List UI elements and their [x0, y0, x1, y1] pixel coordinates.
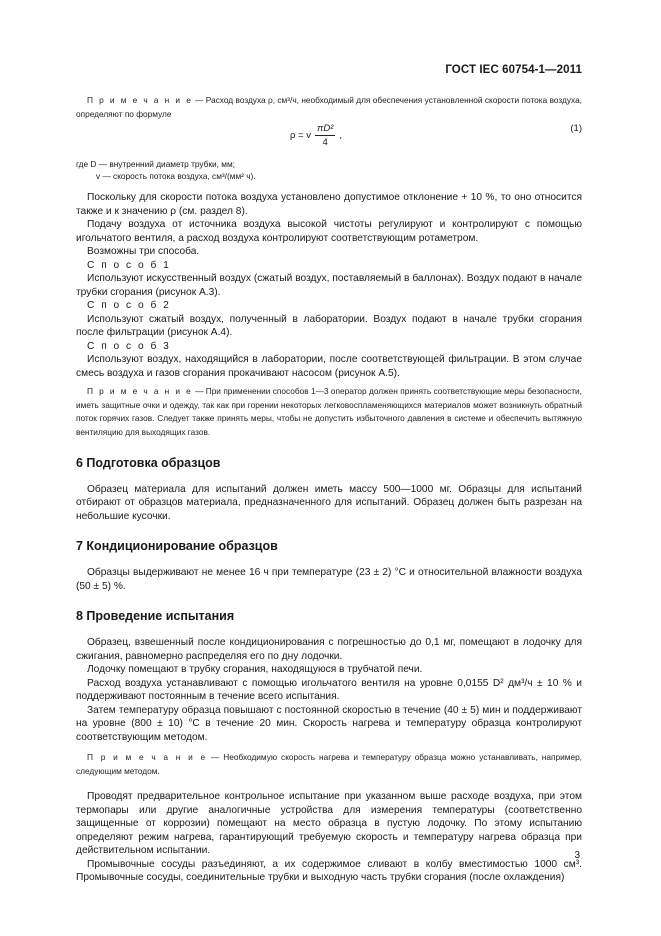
method-1-text: Используют искусственный воздух (сжатый воздух, поставляемый в баллонах). Воздух подают в начале трубки сгорания (рисунок А.3).	[76, 273, 582, 298]
formula-tail: ,	[339, 130, 343, 142]
note-safety	[76, 385, 582, 439]
page-number: 3	[574, 850, 580, 861]
note-label: П р и м е ч а н и е	[87, 386, 193, 397]
note-text: — При применении способов 1—3 оператор должен принять соответствующие меры безопасности, иметь защитные очки и одежду, так как при горении некоторых легковоспламеняющихся материалов может возникнуть обратный поток горячих газов. Следует также принять меры, чтобы не допустить избыточного давления в системе и обеспечить вытяжную вентиляцию для выходящих газов.	[76, 386, 582, 437]
section-7-title: 7 Кондиционирование образцов	[76, 539, 278, 554]
where-line-1: где D — внутренний диаметр трубки, мм;	[76, 159, 235, 170]
section-7-text: Образцы выдерживают не менее 16 ч при температуре (23 ± 2) °С и относительной влажности воздуха (50 ± 5) %.	[76, 567, 582, 592]
note-text: — Необходимую скорость нагрева и температуру образца можно устанавливать, например, следующим методом.	[76, 752, 582, 776]
note-label: П р и м е ч а н и е	[87, 95, 193, 105]
method-2-text: Используют сжатый воздух, полученный в лаборатории. Воздух подают в начале трубки сгорания после фильтрации (рисунок А.4).	[76, 313, 582, 339]
method-1-label: С п о с о б 1	[87, 259, 171, 271]
note-air-flow	[76, 94, 582, 121]
where-line-2: v — скорость потока воздуха, см³/(мм² ч).	[96, 170, 256, 181]
paragraph-tolerance: Поскольку для скорости потока воздуха установлено допустимое отклонение + 10 %, то оно относится также и к значению ρ (см. раздел 8).	[76, 192, 582, 217]
section-8-paragraph-3: Расход воздуха устанавливают с помощью игольчатого вентиля на уровне 0,0155 D² дм³/ч ± 10 % и поддерживают постоянным в течение всего испытания.	[76, 677, 582, 703]
method-2-label: С п о с о б 2	[87, 300, 171, 312]
section-6-title: 6 Подготовка образцов	[76, 455, 221, 470]
formula-number: (1)	[570, 123, 582, 135]
formula-numerator: πD²	[316, 123, 334, 135]
method-3-label: С п о с о б 3	[87, 340, 171, 352]
paragraph-three-methods: Возможны три способа.	[87, 246, 200, 258]
section-8-paragraph-2: Лодочку помещают в трубку сгорания, находящуюся в трубчатой печи.	[87, 664, 423, 676]
note-heating	[76, 751, 582, 778]
standard-header: ГОСТ IEC 60754-1—2011	[445, 64, 582, 76]
section-8-paragraph-4: Затем температуру образца повышают с постоянной скоростью в течение (40 ± 5) мин и поддерживают на уровне (800 ± 10) °С в течение 20 мин. Скорость нагрева и температуру образца контролируют соответствующим методом.	[76, 704, 582, 743]
formula-denominator: 4	[322, 137, 328, 149]
section-8-paragraph-1: Образец, взвешенный после кондиционирования с погрешностью до 0,1 мг, помещают в лодочку для сжигания, равномерно распределяя его по дну лодочки.	[76, 637, 582, 662]
page-content	[76, 94, 582, 885]
note-text: — Расход воздуха ρ, см³/ч, необходимый для обеспечения установленной скорости потока воздуха, определяют по формуле	[76, 95, 582, 119]
section-8-paragraph-5: Проводят предварительное контрольное испытание при указанном выше расходе воздуха, при этом термопары или другие аналогичные устройства для измерения температуры (соответственно защищенные от коррозии) помещают на место образца в пустую лодочку. По этому испытанию определяют режим нагрева, гарантирующий требуемую скорость и температуру нагрева образца при действительном испытании.	[76, 791, 582, 857]
formula	[290, 123, 342, 148]
method-3-text: Используют воздух, находящийся в лаборатории, после соответствующей фильтрации. В этом случае смесь воздуха и газов сгорания прокачивают насосом (рисунок А.5).	[76, 354, 582, 379]
formula-lhs: ρ = v	[290, 130, 311, 142]
paragraph-air-supply: Подачу воздуха от источника воздуха высокой чистоты регулируют и контролируют с помощью игольчатого вентиля, а расход воздуха контролируют соответствующим ротаметром.	[76, 219, 582, 244]
formula-block	[76, 121, 582, 159]
formula-fraction	[315, 123, 335, 148]
note-label: П р и м е ч а н и е	[87, 752, 208, 763]
section-8-title: 8 Проведение испытания	[76, 609, 235, 624]
section-8-paragraph-6: Промывочные сосуды разъединяют, а их содержимое сливают в колбу вместимостью 1000 см³. Промывочные сосуды, соединительные трубки и выходную часть трубки сгорания (после охлаждения)	[76, 858, 582, 884]
section-6-text: Образец материала для испытаний должен иметь массу 500—1000 мг. Образцы для испытаний отбирают от образцов материала, предназначенного для испытаний. Образец должен быть разрезан на небольшие кусочки.	[76, 483, 582, 522]
